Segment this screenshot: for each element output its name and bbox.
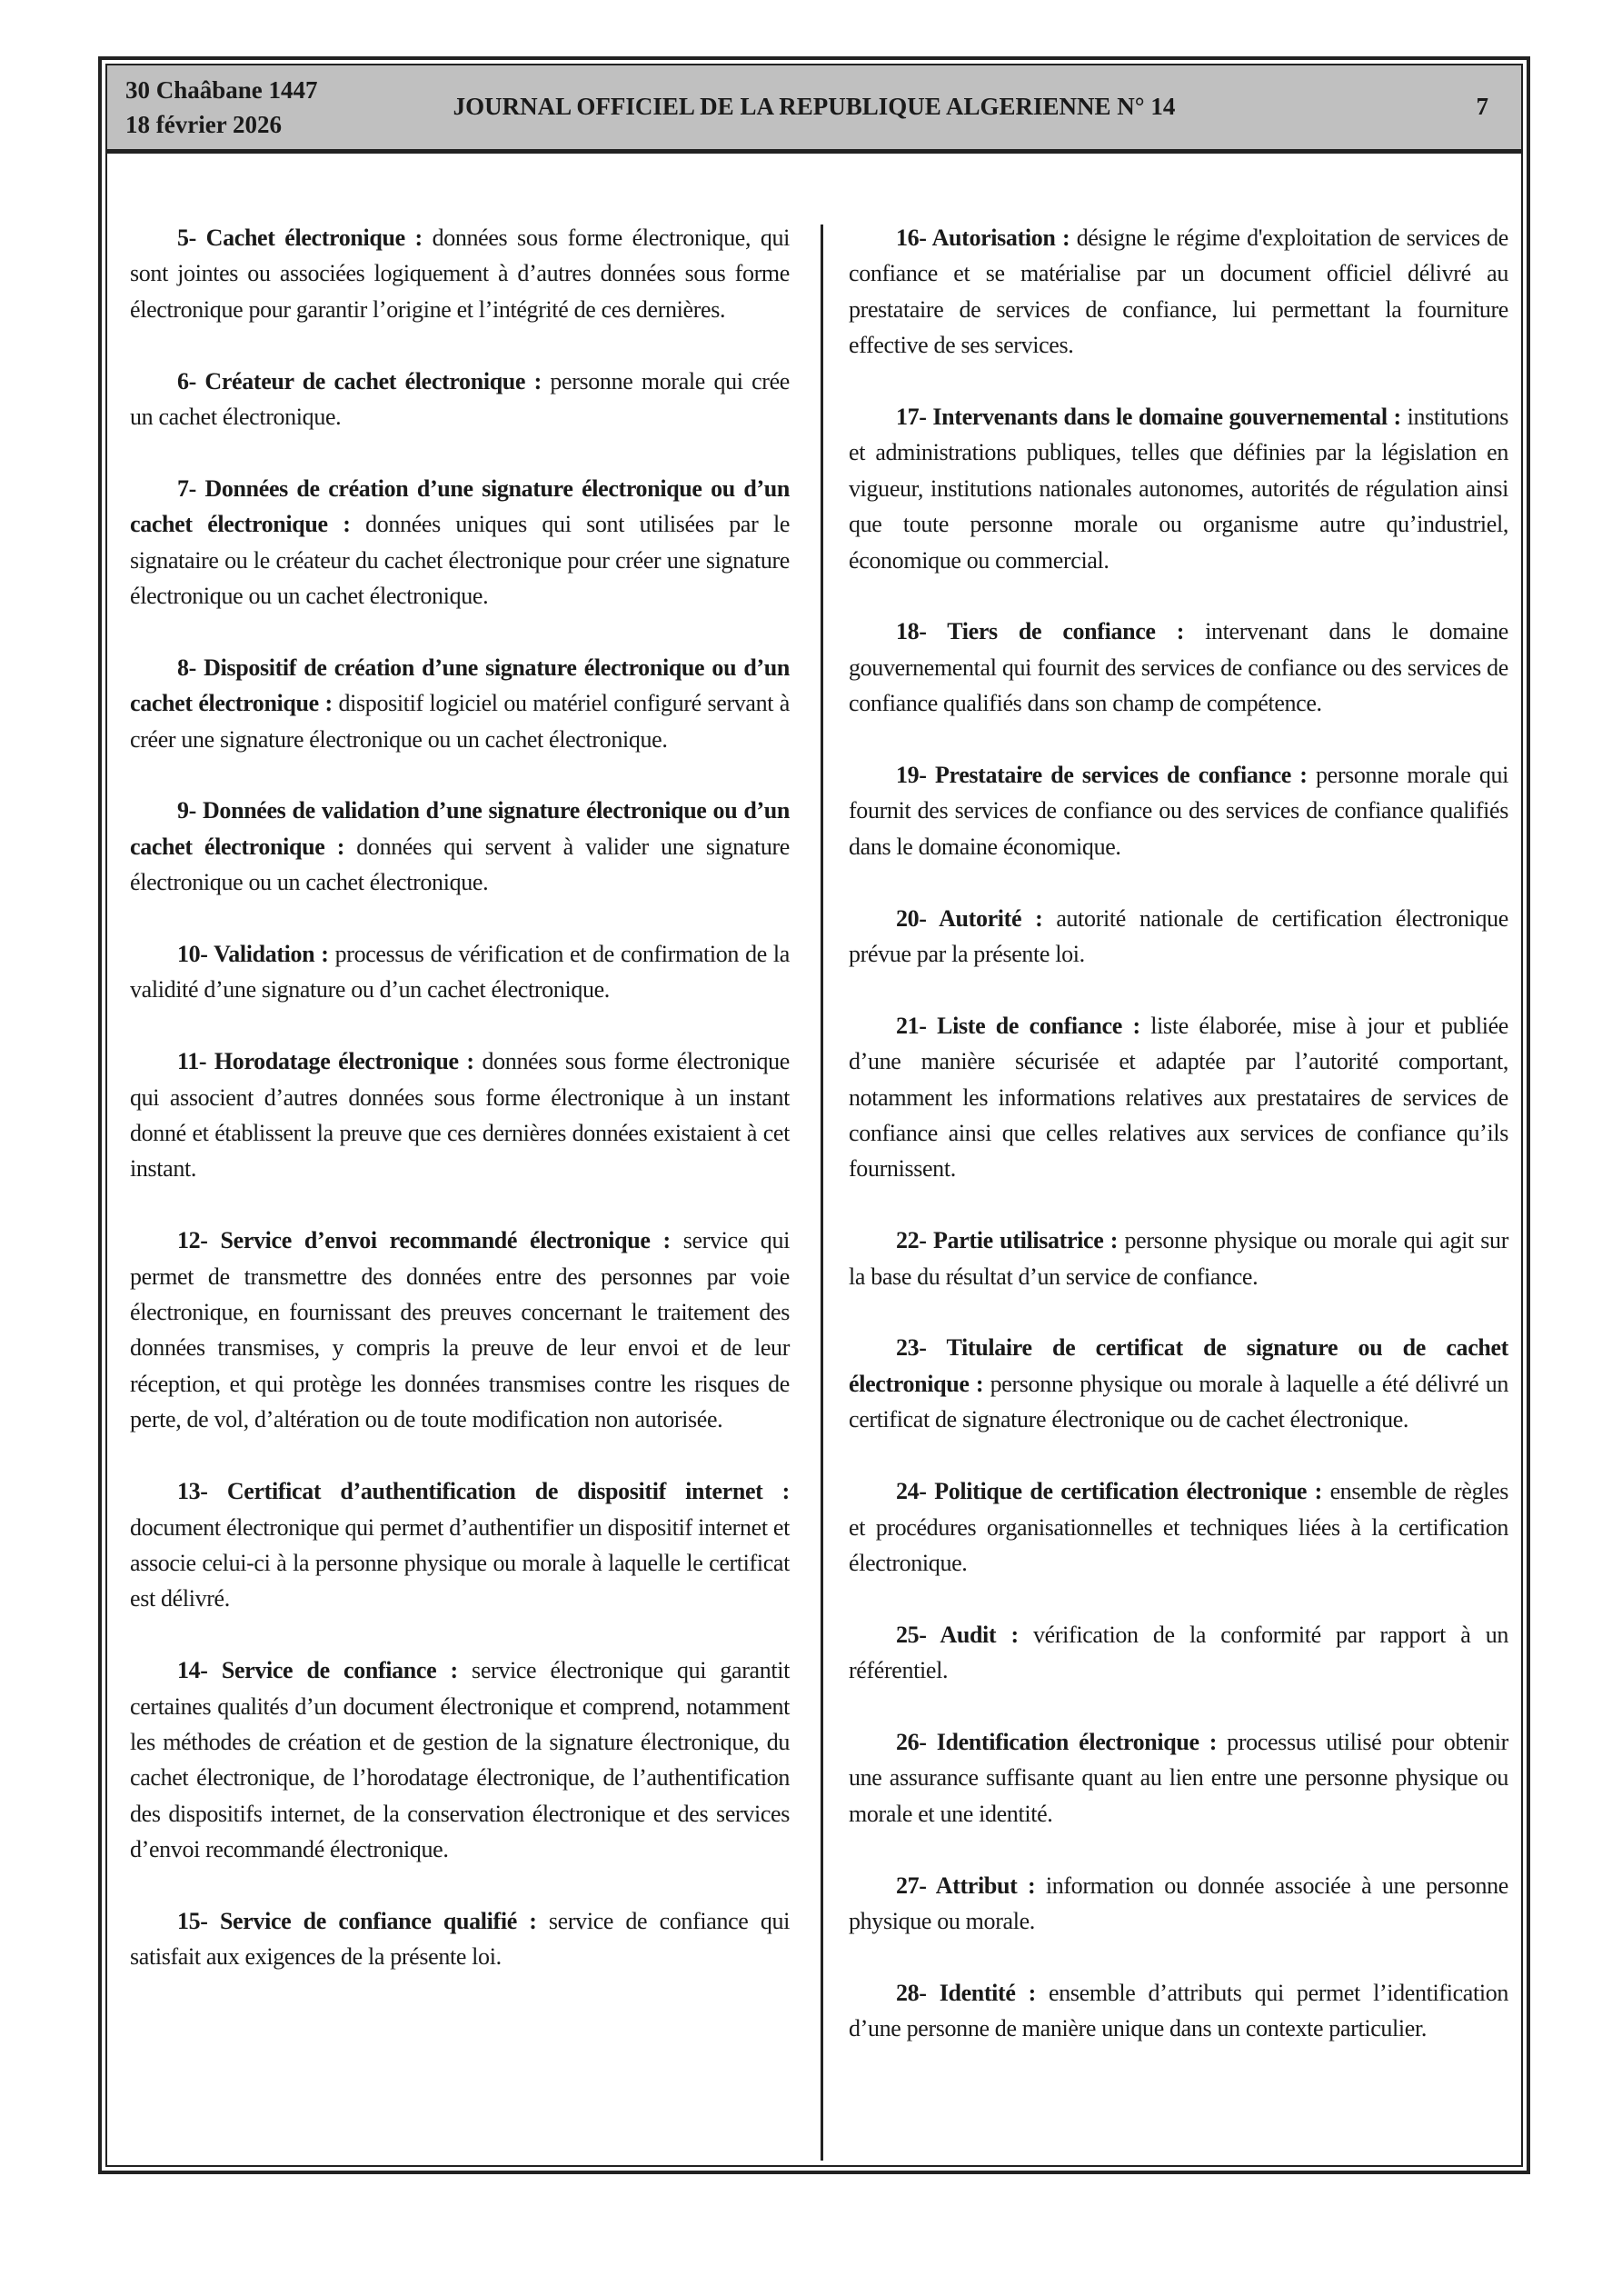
definition-text: données sous forme électronique, qui sont jointes ou associées logiquement à d’autres données sous forme électronique pour garantir l’origine et l’intégrité de ces dernières. [130, 225, 791, 323]
definition-paragraph [130, 220, 790, 327]
definition-text: ensemble d’attributs qui permet l’identification d’une personne de manière unique dans un contexte particulier. [849, 1979, 1508, 2042]
column-divider [821, 225, 823, 2161]
page-frame [98, 56, 1530, 2174]
definition-paragraph [849, 399, 1508, 578]
definition-term: 19- Prestataire de services de confiance : [896, 762, 1308, 789]
journal-title: JOURNAL OFFICIEL DE LA REPUBLIQUE ALGERIENNE N° 14 [453, 93, 1176, 120]
definition-paragraph [849, 1223, 1508, 1294]
definition-paragraph [130, 1903, 790, 1975]
definition-text: données sous forme électronique qui associent d’autres données sous forme électronique à un instant donné et établissent la preuve que ces dernières données existaient à cet instant. [130, 1048, 791, 1183]
definition-paragraph [130, 1043, 790, 1187]
definition-paragraph [849, 757, 1508, 864]
definition-text: processus de vérification et de confirmation de la validité d’une signature ou d’un cachet électronique. [130, 941, 790, 1003]
definition-term: 26- Identification électronique : [896, 1728, 1218, 1755]
definition-term: 8- Dispositif de création d’une signature électronique ou d’un cachet électronique : [130, 654, 790, 717]
definition-term: 16- Autorisation : [896, 225, 1070, 251]
definition-text: service électronique qui garantit certaines qualités d’un document électronique et comprend, notamment les méthodes de création et de gestion de la signature électronique, du cachet électronique, de l’horodatage électronique, de l’authentification des dispositifs internet, de la conservation électronique et des services d’envoi recommandé électronique. [130, 1657, 791, 1863]
definition-term: 22- Partie utilisatrice : [896, 1227, 1119, 1254]
definition-paragraph [130, 1473, 790, 1617]
definition-paragraph [849, 901, 1508, 973]
definition-term: 13- Certificat d’authentification de dispositif internet : [177, 1478, 790, 1505]
definition-term: 10- Validation : [177, 941, 329, 968]
definition-text: vérification de la conformité par rapport à un référentiel. [849, 1621, 1508, 1684]
definition-term: 5- Cachet électronique : [177, 225, 423, 251]
definition-paragraph [130, 650, 790, 757]
definition-text: personne physique ou morale à laquelle a été délivré un certificat de signature électronique ou de cachet électronique. [849, 1370, 1508, 1433]
definition-paragraph [130, 936, 790, 1008]
definition-term: 6- Créateur de cachet électronique : [177, 367, 542, 394]
definition-paragraph [130, 793, 790, 900]
definition-text: dispositif logiciel ou matériel configuré servant à créer une signature électronique ou un cachet électronique. [130, 690, 790, 753]
definition-term: 28- Identité : [896, 1979, 1036, 2006]
definition-paragraph [130, 1223, 790, 1437]
definition-paragraph [849, 1975, 1508, 2047]
definition-text: service de confiance qui satisfait aux exigences de la présente loi. [130, 1907, 790, 1971]
hijri-date: 30 Chaâbane 1447 [125, 76, 318, 104]
left-column [130, 220, 790, 2011]
page-inner-frame [105, 64, 1523, 2167]
definition-paragraph [849, 614, 1508, 721]
definition-text: liste élaborée, mise à jour et publiée d’une manière sécurisée et adaptée par l’autorité comportant, notamment les informations relatives aux prestataires de services de confiance ainsi que celles relatives aux services de confiance qu’ils fournissent. [849, 1012, 1508, 1183]
definition-text: personne morale qui fournit des services de confiance ou des services de confiance qualifiés dans le domaine économique. [849, 762, 1508, 860]
definition-paragraph [849, 1617, 1508, 1689]
definition-term: 24- Politique de certification électronique : [896, 1478, 1322, 1505]
right-column [849, 220, 1508, 2082]
gregorian-date: 18 février 2026 [125, 111, 282, 138]
definition-paragraph [849, 1330, 1508, 1437]
definition-text: données qui servent à valider une signature électronique ou un cachet électronique. [130, 833, 790, 896]
definition-term: 18- Tiers de confiance : [896, 618, 1185, 645]
definition-text: intervenant dans le domaine gouvernemental qui fournit des services de confiance ou des services de confiance qualifiés dans son champ de compétence. [849, 618, 1508, 717]
definition-text: personne physique ou morale qui agit sur la base du résultat d’un service de confiance. [849, 1227, 1508, 1290]
definition-paragraph [130, 364, 790, 435]
page-number: 7 [1476, 93, 1488, 120]
definition-term: 14- Service de confiance : [177, 1657, 458, 1684]
definition-text: processus utilisé pour obtenir une assurance suffisante quant au lien entre une personne physique ou morale et une identité. [849, 1728, 1508, 1827]
definition-text: personne morale qui crée un cachet électronique. [130, 367, 790, 431]
definition-text: autorité nationale de certification électronique prévue par la présente loi. [849, 904, 1508, 968]
definition-term: 15- Service de confiance qualifié : [177, 1907, 537, 1934]
definition-paragraph [130, 1652, 790, 1867]
definition-term: 11- Horodatage électronique : [177, 1048, 474, 1075]
definition-term: 23- Titulaire de certificat de signature ou de cachet électronique : [849, 1334, 1508, 1397]
definition-text: service qui permet de transmettre des données entre des personnes par voie électronique, en fournissant des preuves concernant le traitement des données transmises, y compris la preuve de leur envoi et de leur réception, et qui protège les données transmises contre les risques de perte, de vol, d’altération ou de toute modification non autorisée. [130, 1227, 790, 1433]
definition-paragraph [849, 220, 1508, 364]
definition-term: 17- Intervenants dans le domaine gouvernemental : [896, 404, 1401, 431]
definition-term: 7- Données de création d’une signature électronique ou d’un cachet électronique : [130, 474, 790, 538]
definition-text: désigne le régime d'exploitation de services de confiance et se matérialise par un document officiel délivré au prestataire de services de confiance, lui permettant la fourniture effective de ses services. [849, 225, 1508, 359]
page-header [107, 65, 1521, 154]
definition-term: 27- Attribut : [896, 1872, 1036, 1899]
definition-term: 12- Service d’envoi recommandé électronique : [177, 1227, 671, 1254]
definition-paragraph [849, 1724, 1508, 1832]
definition-paragraph [849, 1008, 1508, 1187]
definition-term: 20- Autorité : [896, 904, 1043, 932]
definition-text: institutions et administrations publiques, telles que définies par la législation en vigueur, institutions nationales autonomes, autorités de régulation ainsi que toute personne morale ou organisme autre qu’industriel, économique ou commercial. [849, 404, 1509, 574]
definition-paragraph [130, 471, 790, 614]
definition-text: information ou donnée associée à une personne physique ou morale. [849, 1872, 1508, 1934]
definition-text: document électronique qui permet d’authentifier un dispositif internet et associe celui-ci à la personne physique ou morale à laquelle le certificat est délivré. [130, 1513, 790, 1612]
definition-term: 25- Audit : [896, 1621, 1019, 1648]
definition-paragraph [849, 1473, 1508, 1581]
definition-term: 9- Données de validation d’une signature électronique ou d’un cachet électronique : [130, 797, 790, 860]
definition-text: données uniques qui sont utilisées par le signataire ou le créateur du cachet électronique pour créer une signature électronique ou un cachet électronique. [130, 511, 791, 610]
definition-text: ensemble de règles et procédures organisationnelles et techniques liées à la certification électronique. [849, 1478, 1508, 1576]
definition-term: 21- Liste de confiance : [896, 1012, 1140, 1039]
definition-paragraph [849, 1868, 1508, 1940]
